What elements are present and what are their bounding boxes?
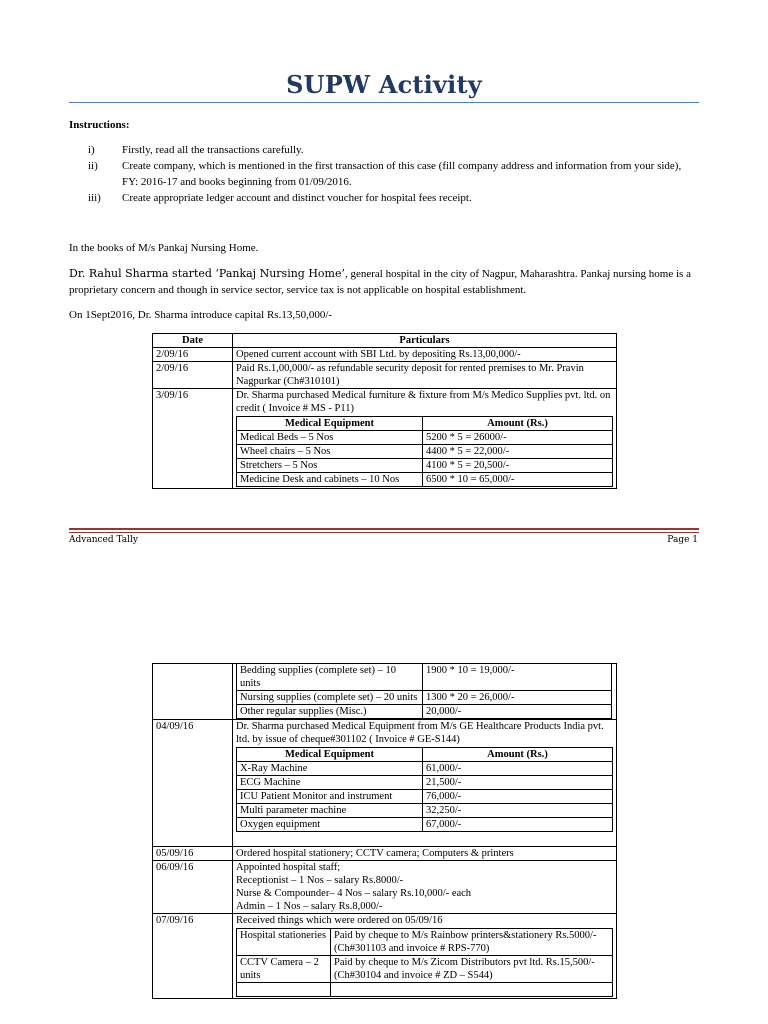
equipment-name: Nursing supplies (complete set) – 20 units [237,691,423,705]
footer-left: Advanced Tally [69,535,139,545]
received-detail-empty [331,983,613,997]
row-particulars: Dr. Sharma purchased Medical Equipment from M/s GE Healthcare Products India pvt. ltd. by issue of cheque#301102 ( Invoice # GE-S144) [236,721,604,745]
staff-line: Nurse & Compounder– 4 Nos – salary Rs.10,000/- each [236,888,472,899]
received-detail: Paid by cheque to M/s Zicom Distributors pvt ltd. Rs.15,500/- (Ch#30104 and invoice # ZD – S544) [331,956,613,983]
table-row [153,362,617,389]
received-row [237,983,613,997]
row-particulars: Opened current account with SBI Ltd. by depositing Rs.13,00,000/- [233,348,617,362]
page-title: SUPW Activity [286,70,482,99]
transactions-table-p1 [152,333,617,489]
equipment-amount: 1300 * 20 = 26,000/- [423,691,612,705]
row-particulars: Paid Rs.1,00,000/- as refundable security deposit for rented premises to Mr. Pravin Nagpurkar (Ch#310101) [233,362,617,389]
equipment-amount: 67,000/- [423,818,613,832]
date-header: Date [153,334,233,348]
row-particulars-cell [233,664,617,720]
equipment-amount: 20,000/- [423,705,612,719]
row-particulars: Dr. Sharma purchased Medical furniture & fixture from M/s Medico Supplies pvt. ltd. on credit ( Invoice # MS - P11) [236,390,611,414]
row-date: 2/09/16 [153,348,233,362]
table-row [153,664,617,720]
capital-line: On 1Sept2016, Dr. Sharma introduce capital Rs.13,50,000/- [69,309,333,321]
row-date: 2/09/16 [153,362,233,389]
equipment-amount: 5200 * 5 = 26000/- [423,431,613,445]
equipment-table [236,747,613,832]
equipment-name: X-Ray Machine [237,762,423,776]
footer-rule [69,528,699,530]
equipment-amount: 4400 * 5 = 22,000/- [423,445,613,459]
spacer [236,833,613,846]
table-row [153,914,617,999]
instruction-text: Create company, which is mentioned in the first transaction of this case (fill company address and information from your side), FY: 2016-17 and books beginning from 01/09/2016. [122,160,682,188]
equipment-amount: 32,250/- [423,804,613,818]
received-detail: Paid by cheque to M/s Rainbow printers&stationery Rs.5000/- (Ch#301103 and invoice # RPS-770) [331,929,613,956]
equipment-row [237,818,613,832]
instruction-text: Firstly, read all the transactions carefully. [122,144,304,156]
equipment-amount: 21,500/- [423,776,613,790]
instruction-number: iii) [88,192,101,204]
equipment-row [237,762,613,776]
received-row [237,956,613,983]
equipment-row [237,445,613,459]
equipment-name: Bedding supplies (complete set) – 10 units [237,664,423,691]
equipment-row [237,705,612,719]
equipment-row [237,459,613,473]
transactions-table-p2 [152,663,617,999]
received-row [237,929,613,956]
books-of-line: In the books of M/s Pankaj Nursing Home. [69,242,259,254]
instructions-heading: Instructions: [69,119,130,131]
equipment-row [237,776,613,790]
row-date: 07/09/16 [153,914,233,999]
equipment-name: Oxygen equipment [237,818,423,832]
equipment-name: Medicine Desk and cabinets – 10 Nos [237,473,423,487]
equipment-name: Wheel chairs – 5 Nos [237,445,423,459]
equipment-amount: 76,000/- [423,790,613,804]
row-particulars-cell [233,720,617,847]
staff-line: Receptionist – 1 Nos – salary Rs.8000/- [236,875,404,886]
equipment-name: ECG Machine [237,776,423,790]
equipment-header: Medical Equipment [237,417,423,431]
equipment-table-continued [236,664,612,719]
amount-header: Amount (Rs.) [423,417,613,431]
row-particulars-cell [233,861,617,914]
row-date: 05/09/16 [153,847,233,861]
row-particulars: Received things which were ordered on 05/09/16 [236,915,443,926]
equipment-row [237,691,612,705]
table-row [153,389,617,489]
equipment-name: Medical Beds – 5 Nos [237,431,423,445]
equipment-amount: 1900 * 10 = 19,000/- [423,664,612,691]
equipment-row [237,804,613,818]
staff-line: Admin – 1 Nos – salary Rs.8,000/- [236,901,383,912]
equipment-table [236,416,613,487]
received-item: CCTV Camera – 2 units [237,956,331,983]
row-date: 06/09/16 [153,861,233,914]
equipment-name: Multi parameter machine [237,804,423,818]
amount-header: Amount (Rs.) [423,748,613,762]
staff-line: Appointed hospital staff; [236,862,341,873]
row-date: 04/09/16 [153,720,233,847]
received-item: Hospital stationeries [237,929,331,956]
footer-rule-thin [69,532,699,533]
footer-page-number: Page 1 [667,535,698,545]
equipment-name: Other regular supplies (Misc.) [237,705,423,719]
row-particulars-cell [233,914,617,999]
row-date-empty [153,664,233,720]
table-row [153,847,617,861]
intro-rest: , general hospital in the city of Nagpur, Maharashtra. Pankaj nursing home is a proprietary concern and though in service sector, service tax is not applicable on hospital establishment. [69,268,691,296]
equipment-name: Stretchers – 5 Nos [237,459,423,473]
row-particulars-cell [233,389,617,489]
instruction-number: ii) [88,160,98,172]
instruction-number: i) [88,144,95,156]
intro-name: Dr. Rahul Sharma started ‘Pankaj Nursing Home’ [69,267,345,280]
table-row [153,348,617,362]
equipment-amount: 6500 * 10 = 65,000/- [423,473,613,487]
equipment-row [237,664,612,691]
table-row [153,720,617,847]
received-items-table [236,928,613,997]
equipment-amount: 61,000/- [423,762,613,776]
row-date: 3/09/16 [153,389,233,489]
equipment-amount: 4100 * 5 = 20,500/- [423,459,613,473]
row-particulars: Ordered hospital stationery; CCTV camera; Computers & printers [233,847,617,861]
equipment-name: ICU Patient Monitor and instrument [237,790,423,804]
table-row [153,861,617,914]
equipment-row [237,473,613,487]
instruction-text: Create appropriate ledger account and distinct voucher for hospital fees receipt. [122,192,472,204]
title-underline [69,102,699,103]
received-item-empty [237,983,331,997]
intro-paragraph [69,266,699,298]
equipment-header: Medical Equipment [237,748,423,762]
equipment-row [237,790,613,804]
particulars-header: Particulars [233,334,617,348]
equipment-row [237,431,613,445]
